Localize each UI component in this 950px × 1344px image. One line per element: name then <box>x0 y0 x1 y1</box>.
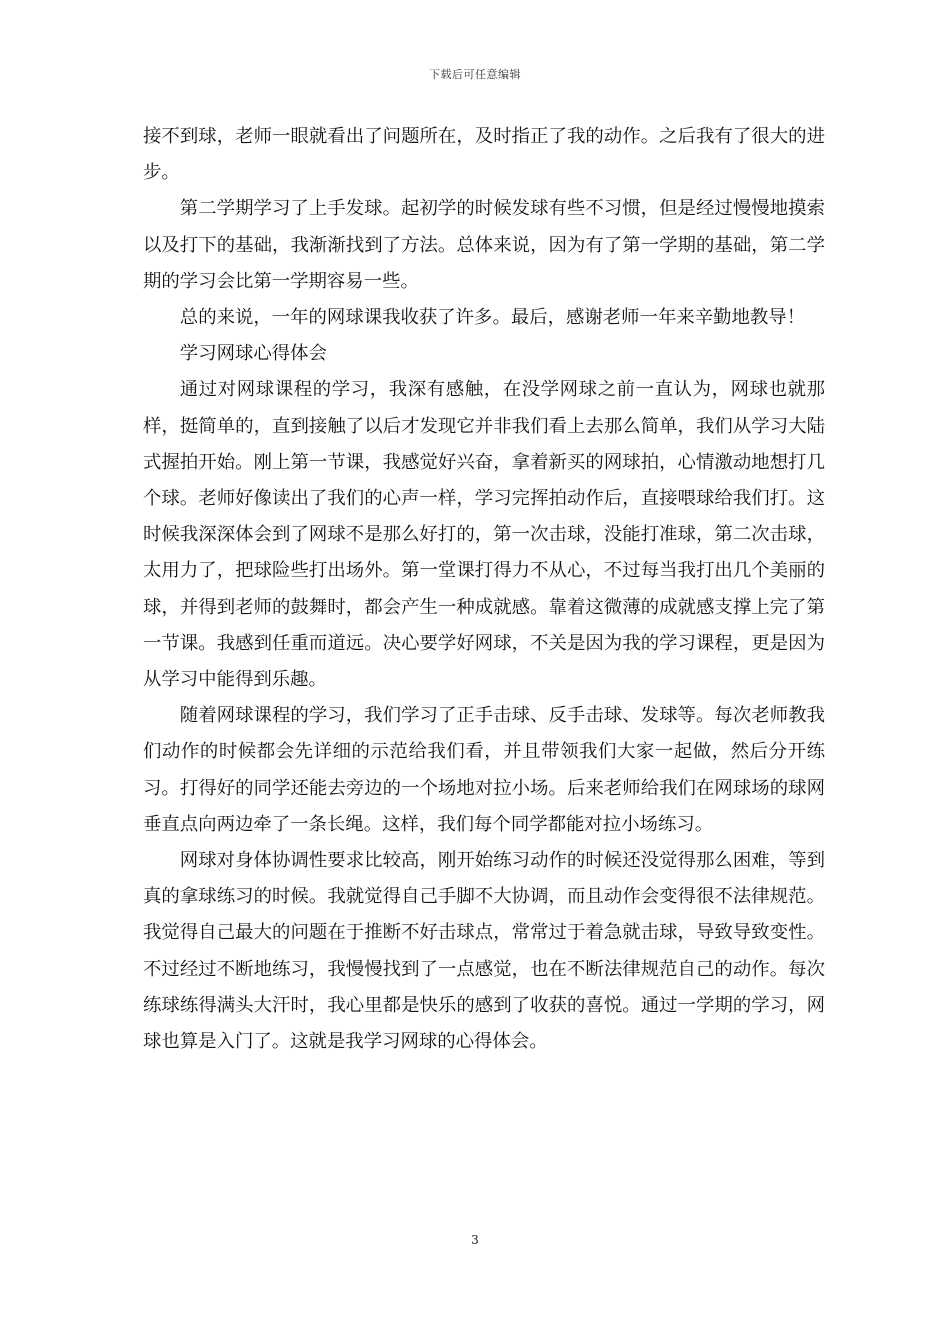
section-title: 学习网球心得体会 <box>179 343 327 365</box>
page-header: 下载后可任意编辑 <box>429 68 521 81</box>
document-body <box>143 119 825 1060</box>
paragraph: 随着网球课程的学习，我们学习了正手击球、反手击球、发球等。每次老师教我们动作的时候都会先详细的示范给我们看，并且带领我们大家一起做，然后分开练习。打得好的同学还能去旁边的一个场地对拉小场。后来老师给我们在网球场的球网垂直点向两边牵了一条长绳。这样，我们每个同学都能对拉小场练习。 <box>143 705 825 835</box>
paragraph: 通过对网球课程的学习，我深有感触，在没学网球之前一直认为，网球也就那样，挺简单的，直到接触了以后才发现它并非我们看上去那么简单，我们从学习大陆式握拍开始。刚上第一节课，我感觉好兴奋，拿着新买的网球拍，心情激动地想打几个球。老师好像读出了我们的心声一样，学习完挥拍动作后，直接喂球给我们打。这时候我深深体会到了网球不是那么好打的，第一次击球，没能打准球，第二次击球，太用力了，把球险些打出场外。第一堂课打得力不从心，不过每当我打出几个美丽的球，并得到老师的鼓舞时，都会产生一种成就感。靠着这微薄的成就感支撑上完了第一节课。我感到任重而道远。决心要学好网球，不关是因为我的学习课程，更是因为从学习中能得到乐趣。 <box>143 379 825 691</box>
paragraph: 总的来说，一年的网球课我收获了许多。最后，感谢老师一年来辛勤地教导！ <box>179 307 806 329</box>
paragraph: 第二学期学习了上手发球。起初学的时候发球有些不习惯，但是经过慢慢地摸索以及打下的基础，我渐渐找到了方法。总体来说，因为有了第一学期的基础，第二学期的学习会比第一学期容易一些。 <box>143 198 825 292</box>
paragraph-continued: 接不到球，老师一眼就看出了问题所在，及时指正了我的动作。之后我有了很大的进步。 <box>143 126 825 184</box>
paragraph: 网球对身体协调性要求比较高，刚开始练习动作的时候还没觉得那么困难，等到真的拿球练习的时候。我就觉得自己手脚不大协调，而且动作会变得很不法律规范。我觉得自己最大的问题在于推断不好击球点，常常过于着急就击球，导致导致变性。不过经过不断地练习，我慢慢找到了一点感觉，也在不断法律规范自己的动作。每次练球练得满头大汗时，我心里都是快乐的感到了收获的喜悦。通过一学期的学习，网球也算是入门了。这就是我学习网球的心得体会。 <box>143 850 825 1053</box>
page-number: 3 <box>471 1233 479 1247</box>
